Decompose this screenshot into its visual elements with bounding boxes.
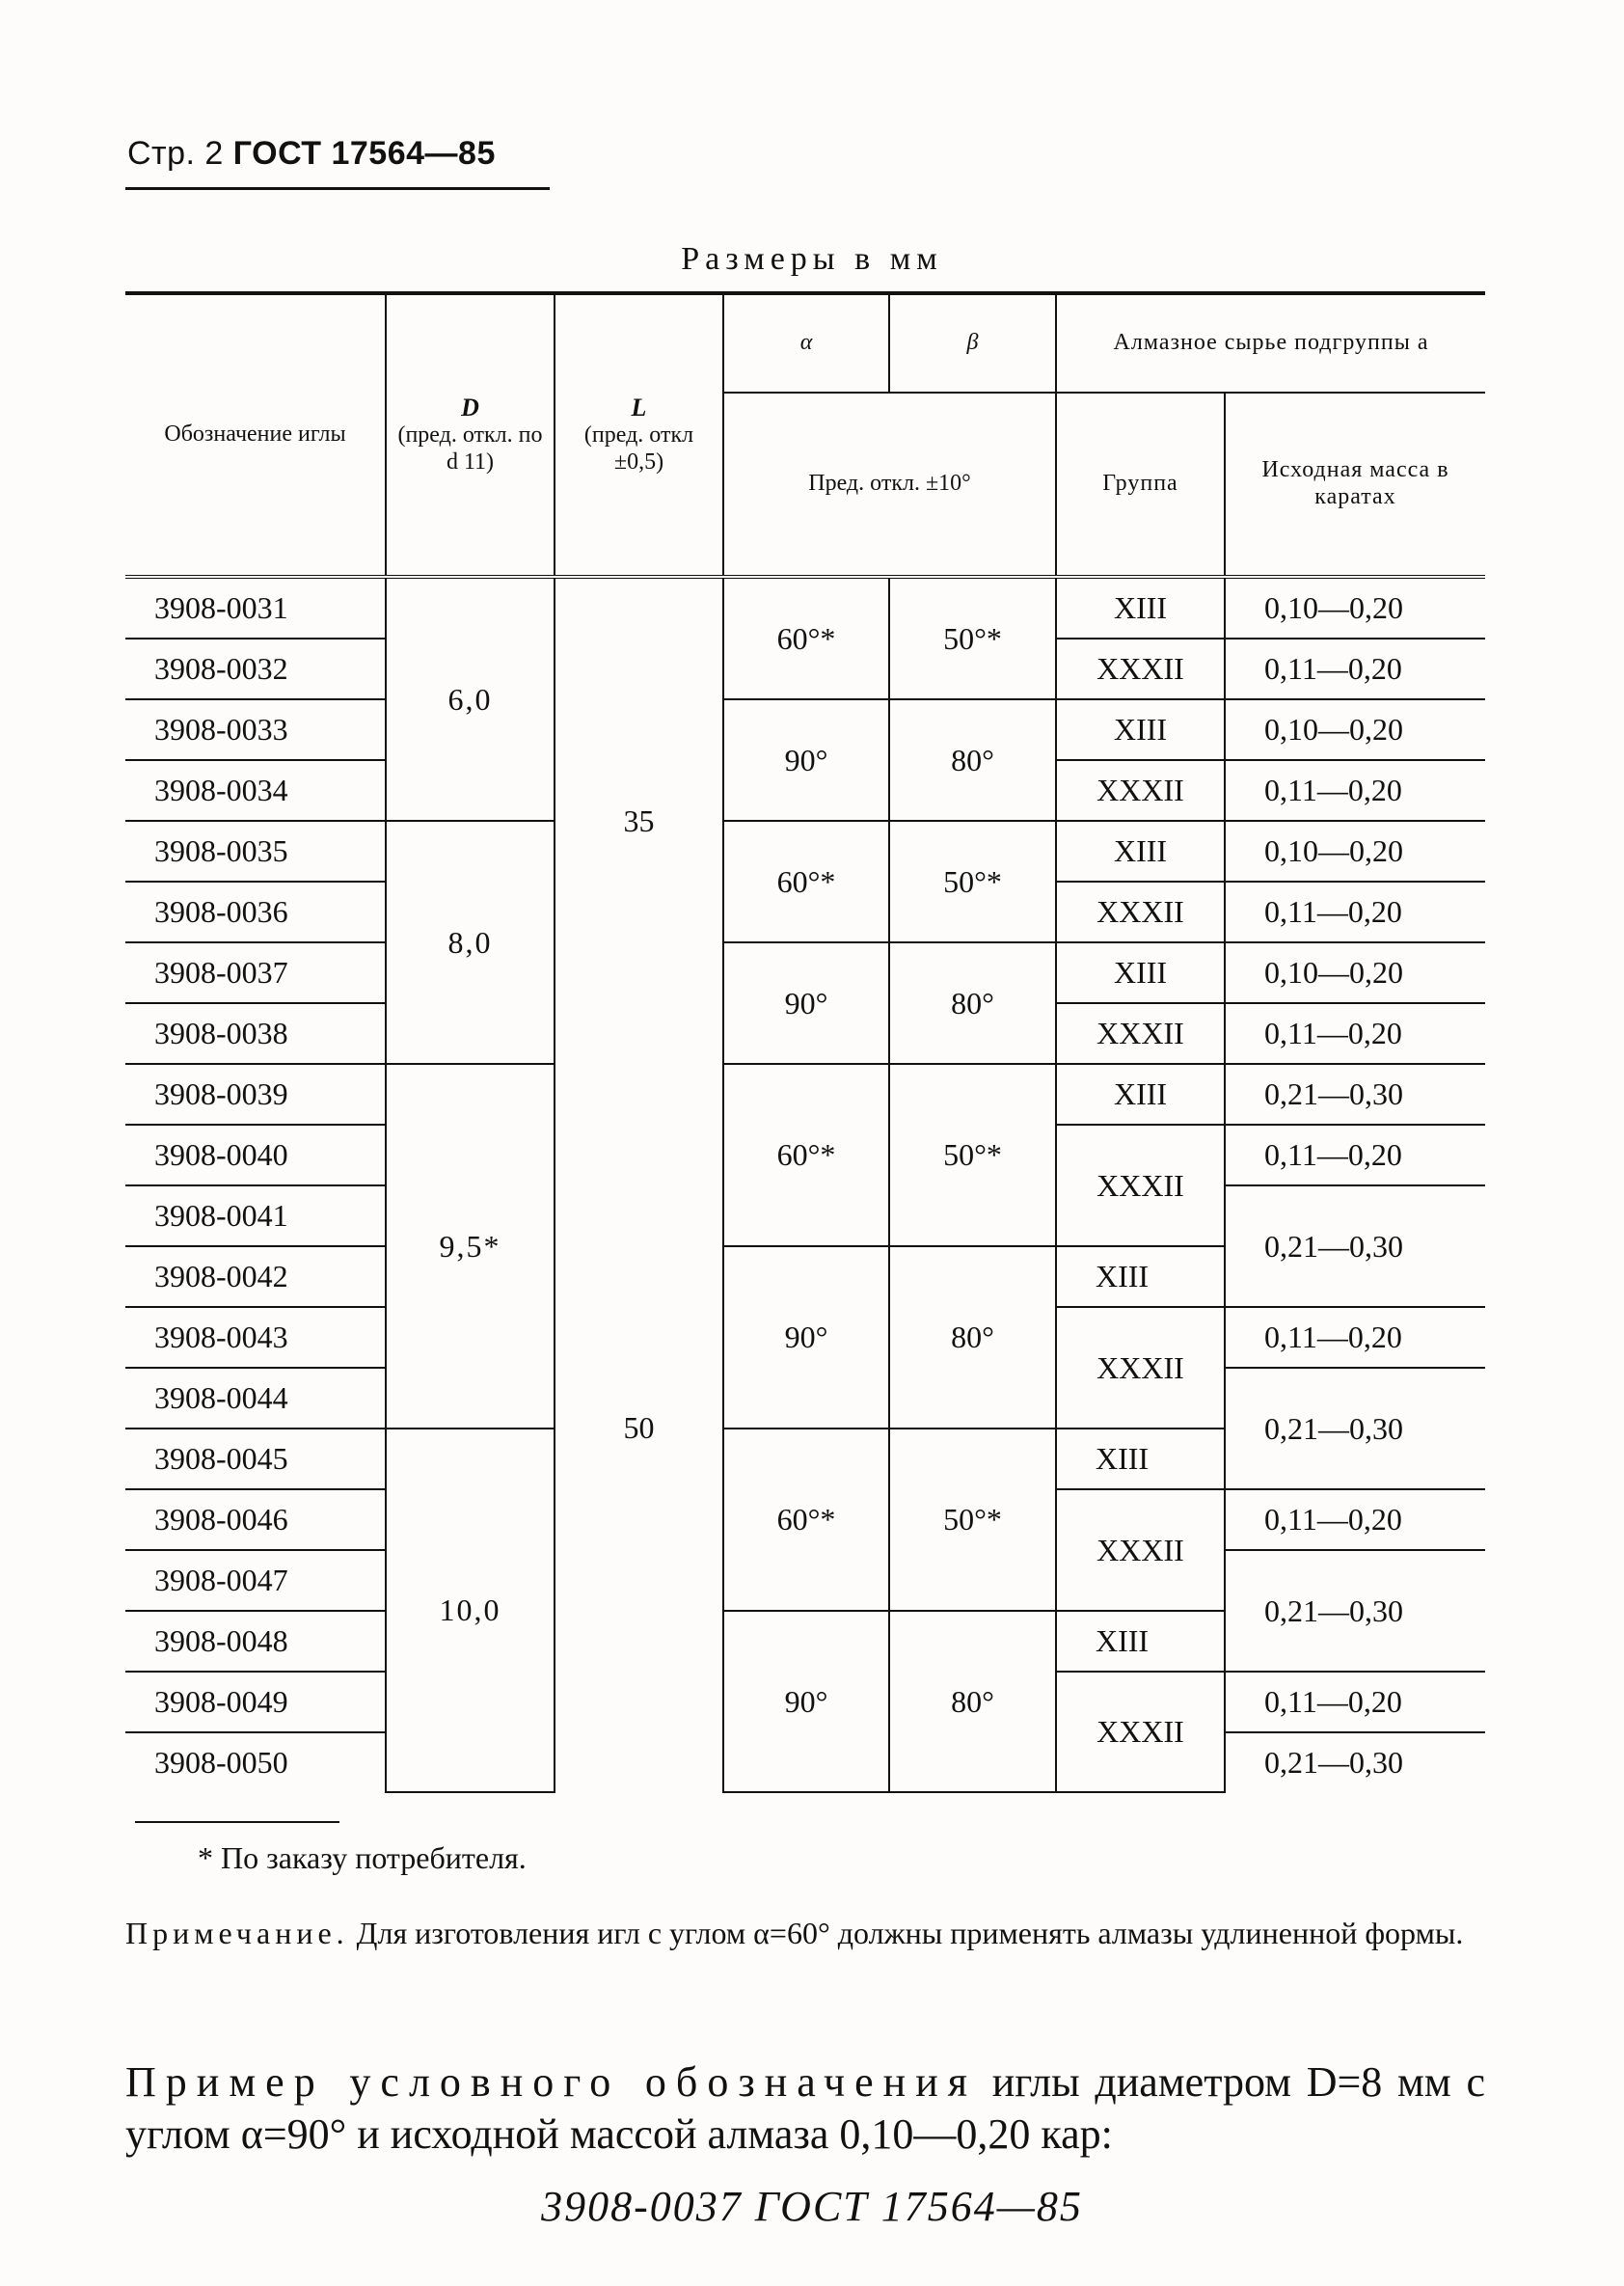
mass-cell: 0,21—0,30 (1225, 1185, 1485, 1307)
group-cell: XXXII (1056, 1307, 1225, 1429)
group-cell: XIII (1056, 1429, 1225, 1489)
alpha-cell: 90° (723, 1246, 889, 1429)
mass-cell: 0,11—0,20 (1225, 639, 1485, 699)
code-cell: 3908-0031 (125, 577, 386, 639)
group-cell: XXXII (1056, 1672, 1225, 1792)
header-d (386, 293, 555, 577)
code-cell: 3908-0032 (125, 639, 386, 699)
code-cell: 3908-0042 (125, 1246, 386, 1307)
footnote-rule (135, 1821, 339, 1823)
mass-cell: 0,21—0,30 (1225, 1732, 1485, 1792)
note-text: Для изготовления игл с углом α=60° должны применять алмазы удлиненной формы. (348, 1916, 1464, 1950)
header-rule (125, 187, 550, 190)
code-cell: 3908-0044 (125, 1368, 386, 1429)
table-header (125, 293, 1485, 577)
group-cell: XIII (1056, 1611, 1225, 1672)
mass-cell: 0,10—0,20 (1225, 821, 1485, 882)
example-lead: Пример условного обозначения (125, 2058, 978, 2106)
mass-cell: 0,10—0,20 (1225, 699, 1485, 760)
d-cell: 8,0 (386, 821, 555, 1064)
mass-cell: 0,11—0,20 (1225, 760, 1485, 821)
d-cell: 10,0 (386, 1429, 555, 1792)
code-cell: 3908-0049 (125, 1672, 386, 1732)
table-row (125, 942, 1485, 1003)
group-cell: XIII (1056, 577, 1225, 639)
code-cell: 3908-0036 (125, 882, 386, 942)
beta-cell: 80° (889, 942, 1056, 1064)
header-raw-material: Алмазное сырье подгруппы a (1056, 293, 1485, 393)
alpha-cell: 60°* (723, 577, 889, 699)
header-l (555, 293, 723, 577)
group-cell: XXXII (1056, 882, 1225, 942)
table-body (125, 577, 1485, 1792)
group-cell: XXXII (1056, 1003, 1225, 1064)
header-d-note: (пред. откл. по d 11) (397, 422, 543, 475)
footnote: * По заказу потребителя. (198, 1840, 527, 1875)
mass-cell: 0,11—0,20 (1225, 1307, 1485, 1368)
code-cell: 3908-0040 (125, 1125, 386, 1185)
mass-cell: 0,11—0,20 (1225, 1125, 1485, 1185)
group-cell: XXXII (1056, 1489, 1225, 1611)
mass-cell: 0,11—0,20 (1225, 1489, 1485, 1550)
header-designation: Обозначение иглы (125, 293, 386, 577)
note-label: Примечание. (125, 1916, 349, 1950)
header-l-note: (пред. откл ±0,5) (583, 422, 694, 475)
alpha-cell: 90° (723, 942, 889, 1064)
header-l-symbol: L (631, 394, 647, 422)
table-row (125, 821, 1485, 882)
code-cell: 3908-0039 (125, 1064, 386, 1125)
example-text: иглы диаметром D=8 мм с углом α=90° и исходной массой алмаза 0,10—0,20 кар: (125, 2058, 1486, 2158)
header-mass: Исходная масса в каратах (1225, 393, 1485, 577)
mass-cell: 0,21—0,30 (1225, 1368, 1485, 1489)
group-cell: XIII (1056, 821, 1225, 882)
beta-cell: 80° (889, 699, 1056, 821)
example-paragraph (125, 2056, 1485, 2160)
code-cell: 3908-0043 (125, 1307, 386, 1368)
d-cell: 6,0 (386, 577, 555, 821)
group-cell: XIII (1056, 699, 1225, 760)
mass-cell: 0,10—0,20 (1225, 577, 1485, 639)
standard-number: ГОСТ 17564—85 (232, 135, 496, 172)
table-row (125, 699, 1485, 760)
group-cell: XXXII (1056, 760, 1225, 821)
example-designation: 3908-0037 ГОСТ 17564—85 (541, 2183, 1083, 2230)
note (125, 1914, 1485, 1954)
spec-table (125, 291, 1485, 1793)
units-caption: Размеры в мм (681, 241, 943, 277)
l-cell: 35 (555, 577, 723, 1064)
page-label: Стр. 2 (127, 135, 224, 172)
header-d-symbol: D (461, 394, 479, 422)
page-header (127, 135, 496, 173)
mass-cell: 0,10—0,20 (1225, 942, 1485, 1003)
beta-cell: 80° (889, 1611, 1056, 1792)
code-cell: 3908-0034 (125, 760, 386, 821)
header-alpha: α (723, 293, 889, 393)
beta-cell: 50°* (889, 577, 1056, 699)
alpha-cell: 90° (723, 699, 889, 821)
code-cell: 3908-0038 (125, 1003, 386, 1064)
alpha-cell: 60°* (723, 1429, 889, 1611)
beta-cell: 80° (889, 1246, 1056, 1429)
code-cell: 3908-0045 (125, 1429, 386, 1489)
mass-cell: 0,11—0,20 (1225, 1003, 1485, 1064)
table-row (125, 577, 1485, 639)
alpha-cell: 60°* (723, 821, 889, 942)
mass-cell: 0,11—0,20 (1225, 882, 1485, 942)
header-group: Группа (1056, 393, 1225, 577)
beta-cell: 50°* (889, 1429, 1056, 1611)
mass-cell: 0,21—0,30 (1225, 1064, 1485, 1125)
header-beta: β (889, 293, 1056, 393)
code-cell: 3908-0033 (125, 699, 386, 760)
code-cell: 3908-0046 (125, 1489, 386, 1550)
group-cell: XIII (1056, 942, 1225, 1003)
header-angle-deviation: Пред. откл. ±10° (723, 393, 1056, 577)
table-row (125, 1064, 1485, 1125)
mass-cell: 0,21—0,30 (1225, 1550, 1485, 1672)
group-cell: XXXII (1056, 1125, 1225, 1246)
l-cell: 50 (555, 1064, 723, 1792)
mass-cell: 0,11—0,20 (1225, 1672, 1485, 1732)
code-cell: 3908-0047 (125, 1550, 386, 1611)
alpha-cell: 90° (723, 1611, 889, 1792)
spec-table-wrap (125, 291, 1485, 1793)
beta-cell: 50°* (889, 821, 1056, 942)
beta-cell: 50°* (889, 1064, 1056, 1246)
d-cell: 9,5* (386, 1064, 555, 1429)
code-cell: 3908-0050 (125, 1732, 386, 1792)
code-cell: 3908-0037 (125, 942, 386, 1003)
group-cell: XIII (1056, 1246, 1225, 1307)
group-cell: XIII (1056, 1064, 1225, 1125)
code-cell: 3908-0041 (125, 1185, 386, 1246)
code-cell: 3908-0048 (125, 1611, 386, 1672)
code-cell: 3908-0035 (125, 821, 386, 882)
group-cell: XXXII (1056, 639, 1225, 699)
alpha-cell: 60°* (723, 1064, 889, 1246)
